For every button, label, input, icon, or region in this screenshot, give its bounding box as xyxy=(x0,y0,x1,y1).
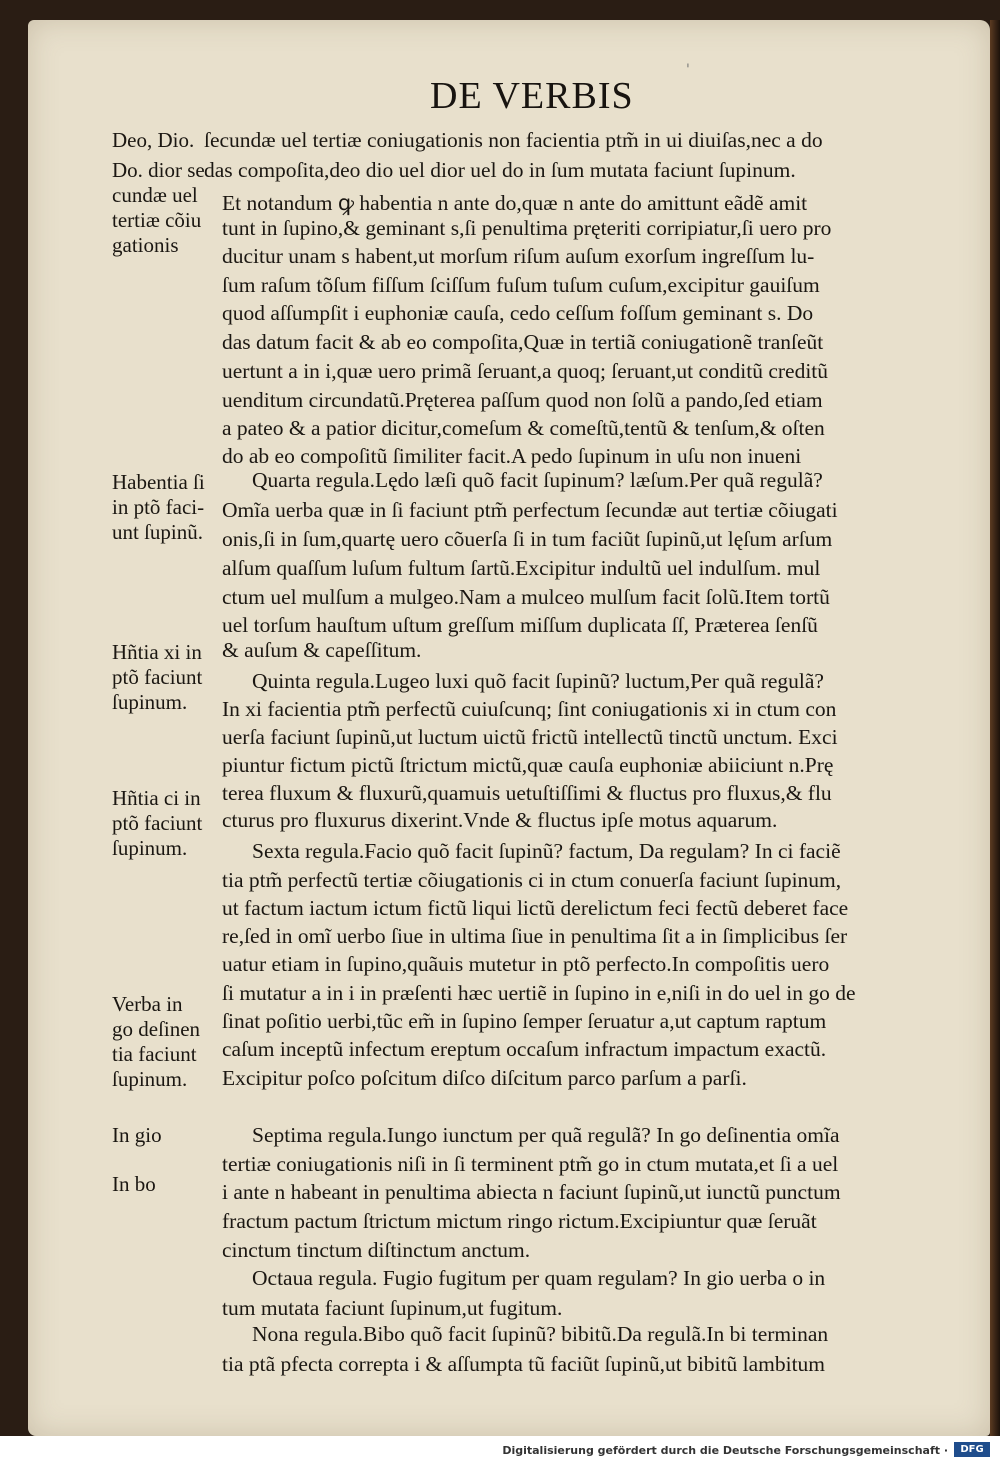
text-line: ſi mutatur a in i in præſenti hæc uertiẽ in ſupino in e,niſi in do uel in go de xyxy=(222,981,856,1005)
margin-note: Habentia ſi in ptõ faci- unt ſupinũ. xyxy=(112,470,205,544)
margin-note: Do. dior se cundæ uel tertiæ cõiu gationis xyxy=(112,158,205,257)
text-line: tertiæ coniugationis niſi in ſi terminent ptm̃ go in ctum mutata,et ſi a uel xyxy=(222,1152,839,1176)
margin-note: In bo xyxy=(112,1172,156,1196)
text-line: uertunt a in i,quæ uero primã ſeruant,a quoq; ſeruant,ut conditũ creditũ xyxy=(222,359,829,383)
text-line: Octaua regula. Fugio fugitum per quam regulam? In gio uerba o in xyxy=(252,1266,826,1290)
text-line: alſum quaſſum luſum fultum ſartũ.Excipitur indultũ uel indulſum. mul xyxy=(222,556,821,580)
margin-note: Hñtia xi in ptõ faciunt ſupinum. xyxy=(112,640,203,714)
text-line: re,ſed in omĩ uerbo ſiue in ultima ſiue in penultima ſit a in ſimplicibus ſer xyxy=(222,924,848,948)
text-line: ſum raſum tõſum fiſſum ſciſſum fuſum tuſum cuſum,excipitur gauiſum xyxy=(222,273,820,297)
text-line: ducitur unam s habent,ut morſum riſum auſum exorſum ingreſſum lu- xyxy=(222,244,815,268)
text-line: uel torſum hauſtum uſtum greſſum miſſum duplicata ſſ, Præterea ſenſũ xyxy=(222,613,818,637)
margin-note: Verba in go deſinen tia faciunt ſupinum. xyxy=(112,992,201,1091)
text-line: i ante n habeant in penultima abiecta n faciunt ſupinũ,ut iunctũ punctum xyxy=(222,1180,841,1204)
text-line: uerſa faciunt ſupinũ,ut luctum uictũ frictũ intellectũ tinctũ unctum. Exci xyxy=(222,725,838,749)
text-line: Omĩa uerba quæ in ſi faciunt ptm̃ perfectum ſecundæ aut tertiæ cõiugati xyxy=(222,498,838,522)
text-line: Nona regula.Bibo quõ facit ſupinũ? bibitũ.Da regulã.In bi terminan xyxy=(252,1322,829,1346)
text-line: tia ptm̃ perfectũ tertiæ cõiugationis ci in ctum conuerſa faciunt ſupinum, xyxy=(222,868,842,892)
text-line: In xi facientia ptm̃ perfectũ cuiuſcunq; ſint coniugationis xi in ctum con xyxy=(222,697,837,721)
text-line: terea fluxum & fluxurũ,quamuis uetuſtiſſimi & fluctus pro fluxus,& flu xyxy=(222,781,832,805)
book-binding-edge xyxy=(990,20,1000,1436)
text-line: fractum pactum ſtrictum mictum ringo rictum.Excipiuntur quæ ſeruãt xyxy=(222,1209,817,1233)
text-line: cinctum tinctum diſtinctum anctum. xyxy=(222,1238,531,1262)
margin-note: In gio xyxy=(112,1123,162,1147)
text-line: tia ptã pfecta correpta i & aſſumpta tũ faciũt ſupinũ,ut bibitũ lambitum xyxy=(222,1352,826,1376)
text-line: ut factum iactum ictum fictũ liqui lictũ derelictum feci fectũ deberet face xyxy=(222,896,849,920)
text-line: caſum inceptũ infectum ereptum occaſum infractum impactum exactũ. xyxy=(222,1037,827,1061)
text-line: cturus pro fluxurus dixerint.Vnde & fluctus ipſe motus aquarum. xyxy=(222,808,778,832)
footer-credit: Digitalisierung gefördert durch die Deutsche Forschungsgemeinschaft · xyxy=(502,1444,948,1457)
marginal-tick-mark: ' xyxy=(686,62,690,78)
footer-bar xyxy=(0,1436,1000,1467)
margin-note: Hñtia ci in ptõ faciunt ſupinum. xyxy=(112,786,203,860)
text-line: Et notandum ꝙ habentia n ante do,quæ n ante do amittunt eãdẽ amit xyxy=(222,191,808,215)
text-line: ctum uel mulſum a mulgeo.Nam a mulceo mulſum facit ſolũ.Item tortũ xyxy=(222,585,830,609)
text-line: tunt in ſupino,& geminant s,ſi penultima pręteriti corripiatur,ſi uero pro xyxy=(222,216,832,240)
margin-note: Deo, Dio. xyxy=(112,128,195,152)
text-line: a pateo & a patior dicitur,comeſum & comeſtũ,tentũ & tenſum,& oſten xyxy=(222,416,825,440)
text-line: piuntur fictum pictũ ſtrictum mictũ,quæ cauſa euphoniæ abiiciunt n.Prę xyxy=(222,753,834,777)
text-line: Septima regula.Iungo iunctum per quã regulã? In go deſinentia omĩa xyxy=(252,1123,840,1147)
text-line: Excipitur poſco poſcitum diſco diſcitum parco parſum a parſi. xyxy=(222,1066,747,1090)
text-line: Sexta regula.Facio quõ facit ſupinũ? factum, Da regulam? In ci faciẽ xyxy=(252,839,841,863)
text-line: tum mutata faciunt ſupinum,ut fugitum. xyxy=(222,1296,563,1320)
dfg-logo-icon: DFG xyxy=(954,1442,990,1457)
text-line: uenditum circundatũ.Pręterea paſſum quod non ſolũ a pando,ſed etiam xyxy=(222,388,823,412)
text-line: ſecundæ uel tertiæ coniugationis non facientia ptm̃ in ui diuiſas,nec a do xyxy=(204,128,823,152)
text-line: uatur etiam in ſupino,quãuis mutetur in ptõ perfecto.In compoſitis uero xyxy=(222,952,830,976)
text-line: quod aſſumpſit i euphoniæ cauſa, cedo ceſſum foſſum geminant s. Do xyxy=(222,301,814,325)
text-line: das datum facit & ab eo compoſita,Quæ in tertiã coniugationẽ tranſeũt xyxy=(222,330,824,354)
page-heading: DE VERBIS xyxy=(430,75,634,117)
text-line: & auſum & capeſſitum. xyxy=(222,638,422,662)
text-line: Quinta regula.Lugeo luxi quõ facit ſupinũ? luctum,Per quã regulã? xyxy=(252,669,824,693)
text-line: ſinat poſitio uerbi,tũc em̃ in ſupino ſemper ſeruatur a,ut captum raptum xyxy=(222,1009,827,1033)
text-line: Quarta regula.Lędo læſi quõ facit ſupinum? læſum.Per quã regulã? xyxy=(252,468,823,492)
text-line: das compoſita,deo dio uel dior uel do in ſum mutata faciunt ſupinum. xyxy=(204,158,796,182)
text-line: do ab eo compoſitũ ſimiliter facit.A pedo ſupinum in uſu non inueni xyxy=(222,444,802,468)
text-line: onis,ſi in ſum,quartę uero cõuerſa ſi in tum faciũt ſupinũ,ut lęſum arſum xyxy=(222,527,833,551)
